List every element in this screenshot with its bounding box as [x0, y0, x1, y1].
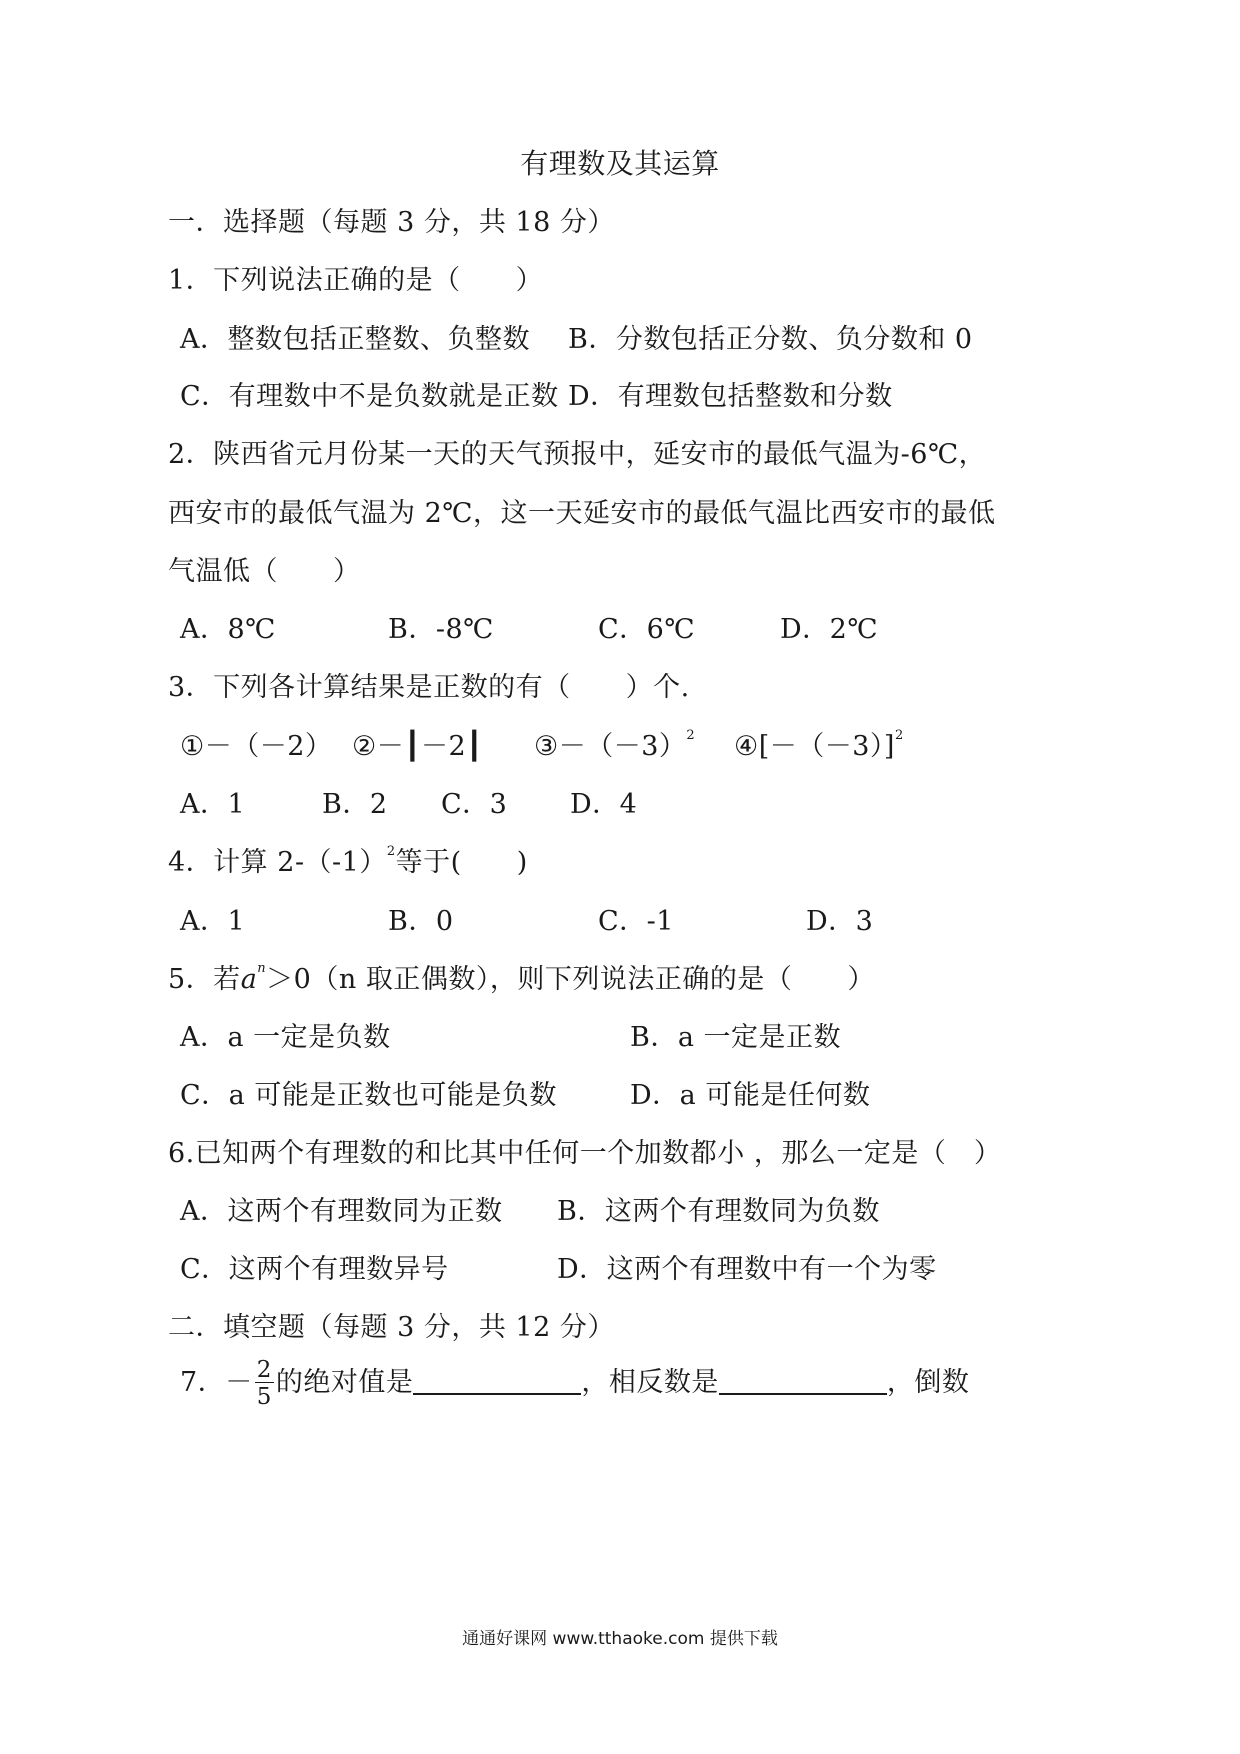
q7-minus-sign: － — [225, 1367, 253, 1399]
expr-4-exponent: 2 — [894, 728, 904, 743]
q7-text-absolute: 的绝对值是 — [275, 1367, 414, 1399]
question-2-option-d: D．2℃ — [780, 614, 879, 645]
question-5-option-d: D．a 可能是任何数 — [630, 1080, 871, 1111]
q7-fraction — [255, 1358, 274, 1409]
question-4-option-a: A．1 — [180, 906, 246, 937]
question-2-stem-line3: 气温低（ ） — [168, 556, 361, 587]
question-6-stem: 6.已知两个有理数的和比其中任何一个加数都小 ，那么一定是（ ） — [168, 1138, 1002, 1169]
q7-number: 7． — [180, 1367, 226, 1399]
q7-fraction-denominator: 5 — [256, 1384, 272, 1411]
q5-base: a — [240, 964, 258, 995]
q7-text-reciprocal: ，倒数 — [886, 1367, 970, 1399]
question-2-option-c: C．6℃ — [598, 614, 696, 645]
page-title: 有理数及其运算 — [520, 147, 720, 180]
question-4-stem — [168, 844, 528, 878]
q4-stem-post: 等于( ) — [395, 847, 528, 878]
q4-stem-pre: 4．计算 2-（-1） — [168, 847, 387, 878]
q4-exponent: 2 — [386, 844, 396, 859]
question-7-stem — [180, 1358, 969, 1409]
q7-answer-blank-opposite[interactable] — [719, 1367, 887, 1395]
q7-text-opposite: ，相反数是 — [581, 1367, 719, 1399]
section-heading-choice: 一．选择题（每题 3 分，共 18 分） — [168, 207, 615, 238]
question-2-option-b: B．-8℃ — [388, 614, 494, 645]
question-5-stem — [168, 961, 875, 995]
question-3-stem: 3．下列各计算结果是正数的有（ ）个. — [168, 672, 690, 703]
q5-stem-post: ＞0（n 取正偶数），则下列说法正确的是（ ） — [266, 964, 875, 995]
question-4-option-d: D．3 — [806, 906, 874, 937]
question-3-option-d: D．4 — [570, 789, 638, 820]
question-3-expr-1: ①－（－2） — [180, 731, 333, 762]
question-3-option-c: C．3 — [441, 789, 508, 820]
question-5-option-a: A．a 一定是负数 — [180, 1022, 391, 1053]
question-1-option-b: B．分数包括正分数、负分数和 0 — [568, 324, 973, 355]
question-1-option-d: D．有理数包括整数和分数 — [568, 381, 893, 412]
q7-answer-blank-absolute[interactable] — [413, 1367, 581, 1395]
question-1-option-c: C．有理数中不是负数就是正数 — [180, 381, 559, 412]
question-2-option-a: A．8℃ — [180, 614, 276, 645]
expr-3-base: ③－（－3） — [534, 731, 687, 762]
question-3-expr-4 — [734, 728, 904, 762]
question-2-stem-line1: 2．陕西省元月份某一天的天气预报中，延安市的最低气温为-6℃， — [168, 439, 987, 470]
question-3-option-a: A．1 — [180, 789, 246, 820]
expr-4-base: ④[－（－3）] — [734, 731, 895, 762]
question-6-option-d: D．这两个有理数中有一个为零 — [557, 1254, 937, 1285]
q7-fraction-numerator: 2 — [256, 1357, 272, 1383]
question-5-option-c: C．a 可能是正数也可能是负数 — [180, 1080, 557, 1111]
question-5-option-b: B．a 一定是正数 — [630, 1022, 842, 1053]
expr-3-exponent: 2 — [686, 728, 696, 743]
question-6-option-a: A．这两个有理数同为正数 — [180, 1196, 503, 1227]
q5-stem-pre: 5．若 — [168, 964, 241, 995]
footer-watermark: 通通好课网 www.tthaoke.com 提供下载 — [462, 1629, 778, 1649]
question-6-option-b: B．这两个有理数同为负数 — [557, 1196, 880, 1227]
question-3-expr-3 — [534, 728, 696, 762]
question-3-option-b: B．2 — [322, 789, 388, 820]
question-6-option-c: C．这两个有理数异号 — [180, 1254, 449, 1285]
question-2-stem-line2: 西安市的最低气温为 2℃，这一天延安市的最低气温比西安市的最低 — [168, 498, 996, 529]
question-4-option-c: C．-1 — [598, 906, 674, 937]
question-3-expr-2: ②－┃－2┃ — [352, 731, 483, 762]
q5-exponent: n — [257, 961, 267, 976]
question-4-option-b: B．0 — [388, 906, 454, 937]
question-1-stem: 1．下列说法正确的是（ ） — [168, 265, 544, 296]
question-1-option-a: A．整数包括正整数、负整数 — [180, 324, 530, 355]
section-heading-fill: 二．填空题（每题 3 分，共 12 分） — [168, 1312, 615, 1343]
